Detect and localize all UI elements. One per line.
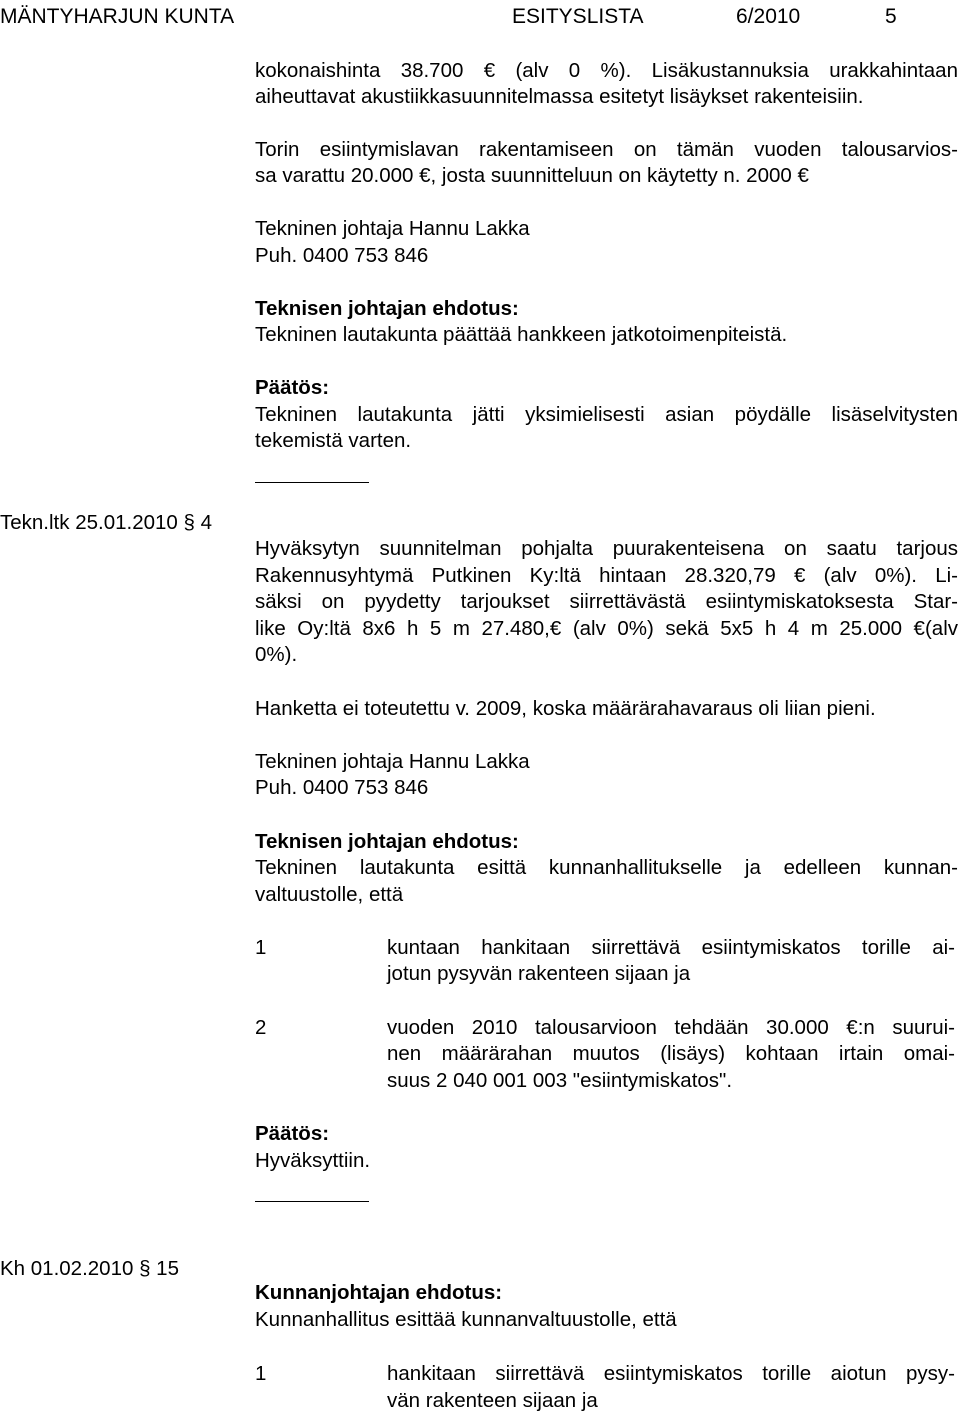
list-item-line: jotun pysyvän rakenteen sijaan ja — [387, 962, 691, 985]
section-divider — [255, 1201, 369, 1202]
paragraph-line: Hyväksytyn suunnitelman pohjalta puurakenteisena on saatu tarjous — [255, 537, 958, 560]
paragraph-line: Hanketta ei toteutettu v. 2009, koska määrärahavaraus oli liian pieni. — [255, 697, 876, 720]
list-item-line: kuntaan hankitaan siirrettävä esiintymiskatos torille ai- — [387, 936, 955, 959]
header-doc-type: ESITYSLISTA — [512, 5, 644, 28]
decision-line: Tekninen lautakunta jätti yksimielisesti asian pöydälle lisäselvitysten — [255, 403, 958, 426]
contact-phone: Puh. 0400 753 846 — [255, 244, 429, 267]
paragraph-line: Rakennusyhtymä Putkinen Ky:ltä hintaan 28.320,79 € (alv 0%). Li- — [255, 564, 958, 587]
list-item-line: vän rakenteen sijaan ja — [387, 1389, 598, 1412]
paragraph-line: Torin esiintymislavan rakentamiseen on tämän vuoden talousarvios- — [255, 138, 958, 161]
proposal-heading: Kunnanjohtajan ehdotus: — [255, 1281, 503, 1304]
proposal-text: Tekninen lautakunta päättää hankkeen jatkotoimenpiteistä. — [255, 323, 788, 346]
meeting-reference: Tekn.ltk 25.01.2010 § 4 — [0, 511, 212, 534]
list-item-number: 1 — [255, 936, 267, 959]
list-item-line: hankitaan siirrettävä esiintymiskatos torille aiotun pysy- — [387, 1362, 955, 1385]
paragraph-line: 0%). — [255, 643, 298, 666]
list-item-number: 1 — [255, 1362, 267, 1385]
header-municipality: MÄNTYHARJUN KUNTA — [0, 5, 235, 28]
list-item-line: suus 2 040 001 003 "esiintymiskatos". — [387, 1069, 733, 1092]
decision-text: Hyväksyttiin. — [255, 1149, 371, 1172]
proposal-text: Kunnanhallitus esittää kunnanvaltuustolle, että — [255, 1308, 677, 1331]
decision-heading: Päätös: — [255, 376, 330, 399]
decision-line: tekemistä varten. — [255, 429, 412, 452]
list-item-line: nen määrärahan muutos (lisäys) kohtaan irtain omai- — [387, 1042, 955, 1065]
meeting-reference: Kh 01.02.2010 § 15 — [0, 1257, 179, 1280]
proposal-heading: Teknisen johtajan ehdotus: — [255, 830, 519, 853]
list-item-number: 2 — [255, 1016, 267, 1039]
contact-phone: Puh. 0400 753 846 — [255, 776, 429, 799]
proposal-heading: Teknisen johtajan ehdotus: — [255, 297, 519, 320]
header-page-number: 5 — [885, 5, 897, 28]
paragraph-line: säksi on pyydetty tarjoukset siirrettävästä esiintymiskatoksesta Star- — [255, 590, 958, 613]
paragraph-line: sa varattu 20.000 €, josta suunnitteluun on käytetty n. 2000 € — [255, 164, 809, 187]
contact-name: Tekninen johtaja Hannu Lakka — [255, 217, 530, 240]
proposal-line: Tekninen lautakunta esittä kunnanhallitukselle ja edelleen kunnan- — [255, 856, 958, 879]
header-issue: 6/2010 — [736, 5, 801, 28]
section-divider — [255, 482, 369, 483]
paragraph-line: aiheuttavat akustiikkasuunnitelmassa esitetyt lisäykset rakenteisiin. — [255, 85, 864, 108]
list-item-line: vuoden 2010 talousarvioon tehdään 30.000 €:n suurui- — [387, 1016, 955, 1039]
decision-heading: Päätös: — [255, 1122, 330, 1145]
contact-name: Tekninen johtaja Hannu Lakka — [255, 750, 530, 773]
paragraph-line: kokonaishinta 38.700 € (alv 0 %). Lisäkustannuksia urakkahintaan — [255, 59, 958, 82]
proposal-line: valtuustolle, että — [255, 883, 404, 906]
paragraph-line: like Oy:ltä 8x6 h 5 m 27.480,€ (alv 0%) sekä 5x5 h 4 m 25.000 €(alv — [255, 617, 958, 640]
